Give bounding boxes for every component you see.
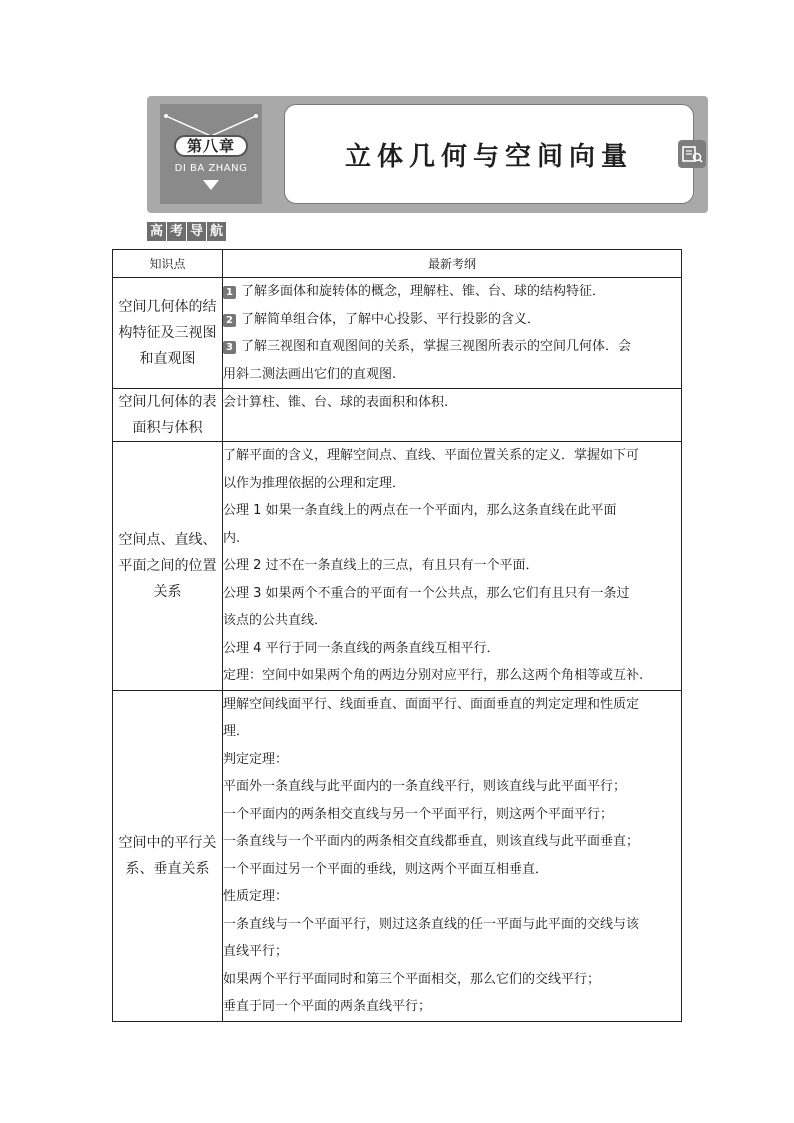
outline-line bbox=[223, 306, 681, 334]
outline-text: 平面外一条直线与此平面内的一条直线平行，则该直线与此平面平行； bbox=[223, 779, 627, 794]
outline-text: 理解空间线面平行、线面垂直、面面平行、面面垂直的判定定理和性质定 bbox=[223, 696, 640, 712]
outline-line bbox=[223, 746, 681, 774]
table-row bbox=[113, 278, 682, 389]
section-tag bbox=[147, 222, 227, 241]
outline-line bbox=[223, 389, 681, 417]
topic-cell: 空间点、直线、平面之间的位置关系 bbox=[113, 442, 223, 691]
outline-cell bbox=[223, 690, 682, 1021]
book-search-icon[interactable] bbox=[678, 140, 706, 168]
outline-line bbox=[223, 635, 681, 663]
outline-text: 如果两个平行平面同时和第三个平面相交，那么它们的交线平行； bbox=[223, 971, 601, 987]
outline-text: 用斜二测法画出它们的直观图. bbox=[223, 366, 397, 382]
outline-line bbox=[223, 525, 681, 553]
chapter-title: 立体几何与空间向量 bbox=[344, 142, 633, 172]
outline-line bbox=[223, 801, 681, 829]
outline-text: 以作为推理依据的公理和定理． bbox=[223, 475, 406, 491]
outline-line bbox=[223, 607, 681, 635]
outline-line bbox=[223, 966, 681, 994]
outline-cell bbox=[223, 442, 682, 691]
outline-text: 了解简单组合体，了解中心投影、平行投影的含义． bbox=[241, 311, 541, 327]
outline-line bbox=[223, 470, 681, 498]
outline-text: 定理：空间中如果两个角的两边分别对应平行，那么这两个角相等或互补. bbox=[223, 668, 644, 683]
item-number-badge: 2 bbox=[223, 314, 236, 327]
outline-text: 一个平面内的两条相交直线与另一个平面平行，则这两个平面平行； bbox=[223, 806, 614, 822]
outline-line bbox=[223, 856, 681, 884]
outline-text: 公理 4 平行于同一条直线的两条直线互相平行． bbox=[223, 640, 500, 656]
syllabus-table bbox=[112, 249, 682, 1022]
outline-line bbox=[223, 883, 681, 911]
table-row bbox=[113, 690, 682, 1021]
outline-text: 了解多面体和旋转体的概念，理解柱、锥、台、球的结构特征． bbox=[241, 284, 606, 299]
outline-cell bbox=[223, 278, 682, 389]
outline-text: 内. bbox=[223, 530, 241, 546]
outline-text: 公理 3 如果两个不重合的平面有一个公共点，那么它们有且只有一条过 bbox=[223, 585, 630, 601]
outline-cell bbox=[223, 389, 682, 442]
outline-line bbox=[223, 580, 681, 608]
outline-line bbox=[223, 552, 681, 580]
table-row bbox=[113, 389, 682, 442]
outline-text: 了解三视图和直观图间的关系，掌握三视图所表示的空间几何体．会 bbox=[241, 339, 632, 354]
outline-line bbox=[223, 938, 681, 966]
topic-cell: 空间几何体的结构特征及三视图和直观图 bbox=[113, 278, 223, 389]
column-header-topic: 知识点 bbox=[113, 250, 223, 278]
topic-cell: 空间几何体的表面积与体积 bbox=[113, 389, 223, 442]
outline-text: 该点的公共直线． bbox=[223, 613, 328, 628]
section-tag-char: 导 bbox=[187, 222, 206, 241]
outline-text: 直线平行； bbox=[223, 944, 289, 959]
outline-line bbox=[223, 278, 681, 306]
section-tag-char: 高 bbox=[147, 222, 166, 241]
item-number-badge: 1 bbox=[223, 286, 236, 299]
outline-text: 了解平面的含义，理解空间点、直线、平面位置关系的定义．掌握如下可 bbox=[223, 448, 640, 463]
chapter-number-label: 第八章 bbox=[174, 135, 248, 157]
outline-line bbox=[223, 773, 681, 801]
outline-text: 垂直于同一个平面的两条直线平行； bbox=[223, 999, 432, 1014]
outline-line bbox=[223, 911, 681, 939]
outline-line bbox=[223, 497, 681, 525]
outline-text: 会计算柱、锥、台、球的表面积和体积. bbox=[223, 395, 449, 410]
outline-text: 性质定理： bbox=[223, 889, 289, 904]
outline-line bbox=[223, 442, 681, 470]
section-tag-char: 考 bbox=[167, 222, 186, 241]
chapter-pinyin: DI BA ZHANG bbox=[174, 163, 248, 174]
outline-text: 一条直线与一个平面内的两条相交直线都垂直，则该直线与此平面垂直； bbox=[223, 834, 640, 849]
outline-line bbox=[223, 333, 681, 361]
outline-text: 判定定理： bbox=[223, 751, 289, 767]
outline-text: 公理 1 如果一条直线上的两点在一个平面内，那么这条直线在此平面 bbox=[223, 503, 617, 518]
outline-text: 一条直线与一个平面平行，则过这条直线的任一平面与此平面的交线与该 bbox=[223, 916, 640, 932]
section-tag-char: 航 bbox=[207, 222, 226, 241]
outline-line bbox=[223, 993, 681, 1021]
table-row bbox=[113, 442, 682, 691]
outline-text: 理． bbox=[223, 724, 250, 739]
table-header-row bbox=[113, 250, 682, 278]
outline-line bbox=[223, 662, 681, 690]
column-header-outline: 最新考纲 bbox=[223, 250, 682, 278]
outline-text: 公理 2 过不在一条直线上的三点，有且只有一个平面． bbox=[223, 558, 539, 573]
outline-line bbox=[223, 691, 681, 719]
item-number-badge: 3 bbox=[223, 341, 236, 354]
topic-cell: 空间中的平行关系、垂直关系 bbox=[113, 690, 223, 1021]
outline-line bbox=[223, 718, 681, 746]
outline-line bbox=[223, 828, 681, 856]
outline-line bbox=[223, 361, 681, 389]
outline-text: 一个平面过另一个平面的垂线，则这两个平面互相垂直． bbox=[223, 861, 549, 877]
